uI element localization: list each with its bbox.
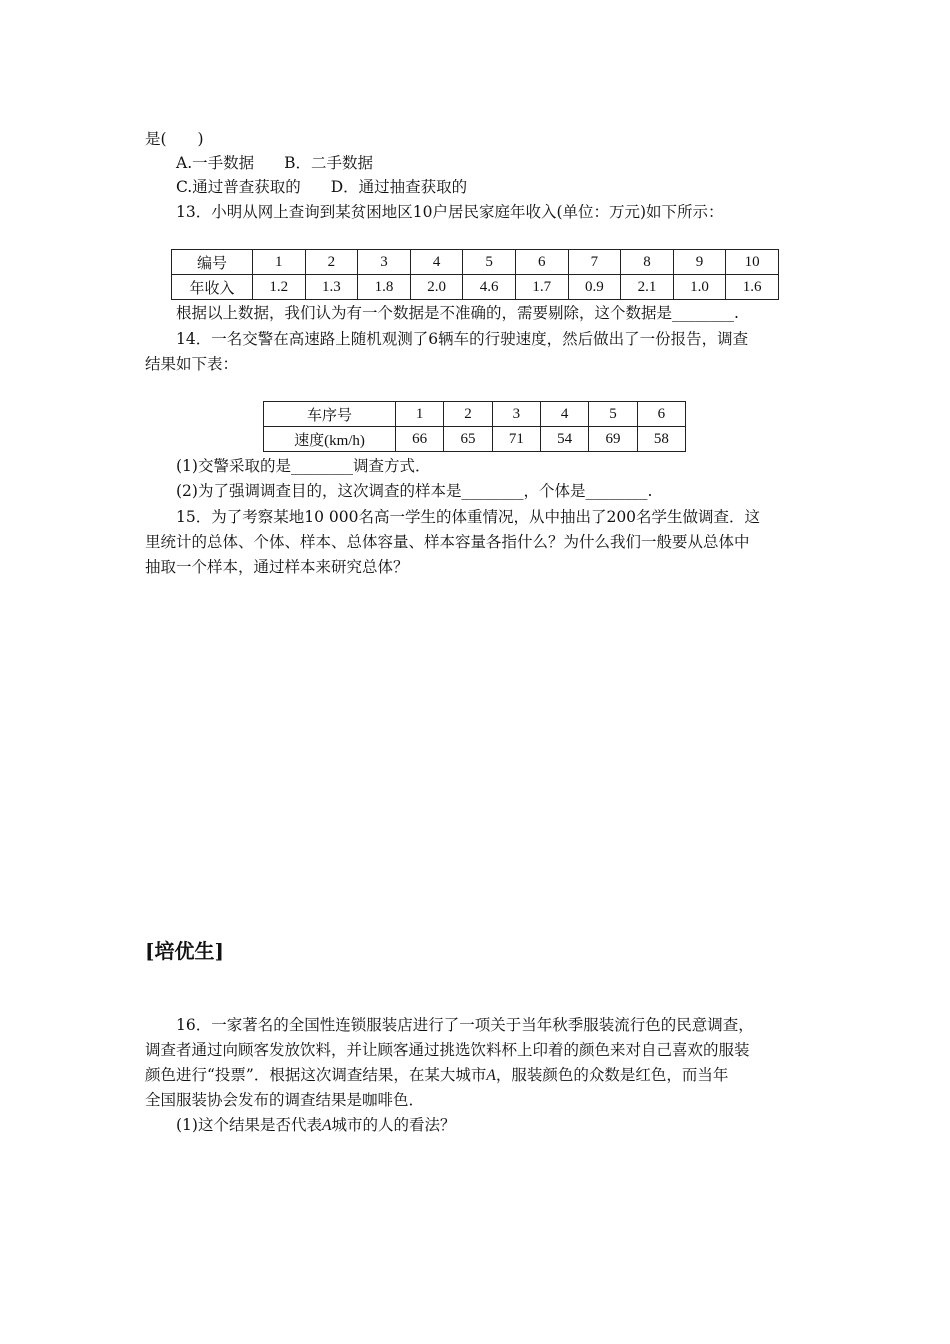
q16-part1-b: 城市的人的看法？ xyxy=(331,1116,456,1134)
q12-option-d: D．通过抽查获取的 xyxy=(330,178,468,196)
q15-line1: 15．为了考察某地10 000名高一学生的体重情况，从中抽出了200名学生做调查．这 xyxy=(176,508,761,526)
table-cell: 6 xyxy=(515,250,568,275)
table-cell: 1.6 xyxy=(726,275,779,300)
q16-line2: 调查者通过向顾客发放饮料，并让顾客通过挑选饮料杯上印着的颜色来对自己喜欢的服装 xyxy=(145,1041,750,1059)
q12-options-ab xyxy=(176,151,813,175)
table-cell: 1.0 xyxy=(673,275,726,300)
q13-income-table xyxy=(171,249,779,300)
table-cell: 6 xyxy=(637,402,685,427)
q14-intro-line2: 结果如下表： xyxy=(145,355,239,373)
table-cell: 7 xyxy=(568,250,621,275)
q16-line1: 16．一家著名的全国性连锁服装店进行了一项关于当年秋季服装流行色的民意调查， xyxy=(176,1016,754,1034)
q14-part2: (2)为了强调调查目的，这次调查的样本是________，个体是________. xyxy=(176,482,653,500)
table-cell: 1.3 xyxy=(305,275,358,300)
table-row xyxy=(172,250,779,275)
table-cell: 编号 xyxy=(172,250,253,275)
table-cell: 3 xyxy=(492,402,540,427)
table-cell: 3 xyxy=(358,250,411,275)
table-cell: 71 xyxy=(492,427,540,452)
table-row xyxy=(264,402,686,427)
table-cell: 65 xyxy=(444,427,492,452)
q16-line4: 全国服装协会发布的调查结果是咖啡色． xyxy=(145,1091,425,1109)
q16-part1-a: (1)这个结果是否代表 xyxy=(176,1116,322,1134)
variable-a: A xyxy=(321,1117,332,1134)
table-cell: 8 xyxy=(621,250,674,275)
section-title: [培优生] xyxy=(145,939,224,963)
table-cell: 4 xyxy=(540,402,588,427)
q15-line3: 抽取一个样本，通过样本来研究总体？ xyxy=(145,558,409,576)
q13-intro: 13．小明从网上查询到某贫困地区10户居民家庭年收入(单位：万元)如下所示： xyxy=(176,203,724,221)
q13-question: 根据以上数据，我们认为有一个数据是不准确的，需要剔除，这个数据是________. xyxy=(176,304,739,322)
table-cell: 速度(km/h) xyxy=(264,427,396,452)
table-cell: 5 xyxy=(589,402,637,427)
q16-part1 xyxy=(176,1113,813,1138)
q12-stem-tail: 是( ) xyxy=(145,130,204,148)
q12-option-c: C.通过普查获取的 xyxy=(176,178,301,196)
table-cell: 69 xyxy=(589,427,637,452)
table-cell: 年收入 xyxy=(172,275,253,300)
table-cell: 1.7 xyxy=(515,275,568,300)
table-cell: 1.2 xyxy=(253,275,306,300)
table-cell: 5 xyxy=(463,250,516,275)
q14-part1: (1)交警采取的是________调查方式． xyxy=(176,457,431,475)
q12-options-cd xyxy=(176,175,813,199)
table-cell: 车序号 xyxy=(264,402,396,427)
table-cell: 58 xyxy=(637,427,685,452)
table-cell: 1 xyxy=(396,402,444,427)
table-cell: 4.6 xyxy=(463,275,516,300)
table-cell: 2.1 xyxy=(621,275,674,300)
q16-line3 xyxy=(145,1063,813,1088)
table-row xyxy=(172,275,779,300)
table-cell: 10 xyxy=(726,250,779,275)
q12-option-b: B．二手数据 xyxy=(284,154,374,172)
table-cell: 0.9 xyxy=(568,275,621,300)
q14-speed-table xyxy=(263,401,686,452)
table-cell: 2.0 xyxy=(410,275,463,300)
table-cell: 2 xyxy=(305,250,358,275)
table-cell: 66 xyxy=(396,427,444,452)
q16-line3-part-b: ，服装颜色的众数是红色，而当年 xyxy=(495,1066,729,1084)
table-cell: 4 xyxy=(410,250,463,275)
table-cell: 1 xyxy=(253,250,306,275)
table-cell: 9 xyxy=(673,250,726,275)
table-cell: 1.8 xyxy=(358,275,411,300)
table-cell: 2 xyxy=(444,402,492,427)
variable-a: A xyxy=(486,1067,496,1084)
q12-option-a: A.一手数据 xyxy=(176,154,255,172)
q16-line3-part-a: 颜色进行“投票”．根据这次调查结果，在某大城市 xyxy=(145,1066,487,1084)
q15-line2: 里统计的总体、个体、样本、总体容量、样本容量各指什么？为什么我们一般要从总体中 xyxy=(145,533,750,551)
q14-intro-line1: 14．一名交警在高速路上随机观测了6辆车的行驶速度，然后做出了一份报告，调查 xyxy=(176,330,749,348)
table-cell: 54 xyxy=(540,427,588,452)
table-row xyxy=(264,427,686,452)
